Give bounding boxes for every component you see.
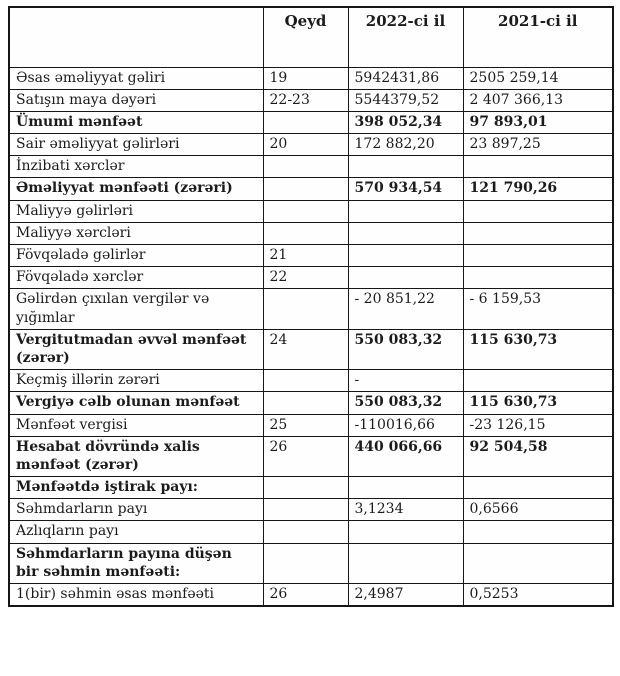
table-row [9, 477, 613, 499]
table-row [9, 200, 613, 222]
qeyd-cell [263, 499, 348, 521]
value-2021-cell [463, 245, 613, 267]
qeyd-cell: 22-23 [263, 89, 348, 111]
table-body [9, 67, 613, 606]
table-row [9, 329, 613, 369]
value-2022-cell: 172 882,20 [348, 134, 463, 156]
value-2021-cell [463, 477, 613, 499]
value-2022-cell [348, 245, 463, 267]
qeyd-cell: 22 [263, 267, 348, 289]
value-2022-cell [348, 156, 463, 178]
row-label: Əsas əməliyyat gəliri [9, 67, 263, 89]
qeyd-cell [263, 178, 348, 200]
value-2021-cell [463, 370, 613, 392]
value-2022-cell [348, 477, 463, 499]
qeyd-cell: 25 [263, 414, 348, 436]
qeyd-cell: 26 [263, 584, 348, 607]
table-row [9, 436, 613, 476]
table-row [9, 521, 613, 543]
value-2021-cell: 97 893,01 [463, 111, 613, 133]
value-2022-cell: 5942431,86 [348, 67, 463, 89]
value-2022-cell [348, 267, 463, 289]
financial-statement-table [8, 6, 614, 607]
header-qeyd: Qeyd [263, 7, 348, 67]
table-row [9, 543, 613, 583]
value-2022-cell: -110016,66 [348, 414, 463, 436]
header-row [9, 7, 613, 67]
qeyd-cell [263, 477, 348, 499]
table-row [9, 392, 613, 414]
qeyd-cell [263, 521, 348, 543]
header-2021: 2021-ci il [463, 7, 613, 67]
value-2021-cell: 0,5253 [463, 584, 613, 607]
row-label: Satışın maya dəyəri [9, 89, 263, 111]
row-label: Fövqəladə gəlirlər [9, 245, 263, 267]
qeyd-cell [263, 289, 348, 329]
value-2022-cell: 550 083,32 [348, 392, 463, 414]
row-label: Sair əməliyyat gəlirləri [9, 134, 263, 156]
row-label: Keçmiş illərin zərəri [9, 370, 263, 392]
row-label: Hesabat dövründə xalis mənfəət (zərər) [9, 436, 263, 476]
row-label: Fövqəladə xərclər [9, 267, 263, 289]
qeyd-cell [263, 222, 348, 244]
value-2022-cell: 3,1234 [348, 499, 463, 521]
row-label: İnzibati xərclər [9, 156, 263, 178]
value-2021-cell: - 6 159,53 [463, 289, 613, 329]
value-2021-cell [463, 156, 613, 178]
value-2021-cell: 92 504,58 [463, 436, 613, 476]
value-2021-cell: -23 126,15 [463, 414, 613, 436]
table-row [9, 111, 613, 133]
table-row [9, 89, 613, 111]
value-2021-cell: 115 630,73 [463, 329, 613, 369]
header-2022: 2022-ci il [348, 7, 463, 67]
table-row [9, 222, 613, 244]
value-2022-cell: 2,4987 [348, 584, 463, 607]
header-empty [9, 7, 263, 67]
qeyd-cell [263, 543, 348, 583]
value-2021-cell: 2 407 366,13 [463, 89, 613, 111]
qeyd-cell: 20 [263, 134, 348, 156]
value-2022-cell [348, 222, 463, 244]
table-row [9, 584, 613, 607]
table-row [9, 67, 613, 89]
row-label: 1(bir) səhmin əsas mənfəəti [9, 584, 263, 607]
qeyd-cell [263, 370, 348, 392]
value-2022-cell [348, 521, 463, 543]
qeyd-cell: 24 [263, 329, 348, 369]
table-row [9, 414, 613, 436]
row-label: Mənfəətdə iştirak payı: [9, 477, 263, 499]
qeyd-cell: 19 [263, 67, 348, 89]
table-header [9, 7, 613, 67]
qeyd-cell [263, 392, 348, 414]
table-row [9, 245, 613, 267]
value-2022-cell: - 20 851,22 [348, 289, 463, 329]
row-label: Əməliyyat mənfəəti (zərəri) [9, 178, 263, 200]
row-label: Vergitutmadan əvvəl mənfəət (zərər) [9, 329, 263, 369]
row-label: Səhmdarların payı [9, 499, 263, 521]
value-2021-cell: 115 630,73 [463, 392, 613, 414]
value-2022-cell: 440 066,66 [348, 436, 463, 476]
qeyd-cell [263, 156, 348, 178]
value-2022-cell [348, 543, 463, 583]
value-2021-cell: 23 897,25 [463, 134, 613, 156]
value-2022-cell: 5544379,52 [348, 89, 463, 111]
value-2022-cell: 550 083,32 [348, 329, 463, 369]
row-label: Mənfəət vergisi [9, 414, 263, 436]
value-2021-cell: 0,6566 [463, 499, 613, 521]
row-label: Ümumi mənfəət [9, 111, 263, 133]
value-2021-cell [463, 200, 613, 222]
value-2021-cell [463, 543, 613, 583]
value-2021-cell [463, 267, 613, 289]
table-row [9, 499, 613, 521]
qeyd-cell: 21 [263, 245, 348, 267]
qeyd-cell: 26 [263, 436, 348, 476]
row-label: Gəlirdən çıxılan vergilər və yığımlar [9, 289, 263, 329]
row-label: Maliyyə gəlirləri [9, 200, 263, 222]
value-2021-cell [463, 521, 613, 543]
value-2022-cell: 398 052,34 [348, 111, 463, 133]
table-row [9, 370, 613, 392]
table-row [9, 289, 613, 329]
qeyd-cell [263, 111, 348, 133]
value-2021-cell [463, 222, 613, 244]
value-2022-cell: - [348, 370, 463, 392]
value-2021-cell: 2505 259,14 [463, 67, 613, 89]
value-2022-cell: 570 934,54 [348, 178, 463, 200]
row-label: Maliyyə xərcləri [9, 222, 263, 244]
table-row [9, 156, 613, 178]
row-label: Vergiyə cəlb olunan mənfəət [9, 392, 263, 414]
value-2021-cell: 121 790,26 [463, 178, 613, 200]
table-row [9, 178, 613, 200]
row-label: Səhmdarların payına düşən bir səhmin mənfəəti: [9, 543, 263, 583]
qeyd-cell [263, 200, 348, 222]
table-row [9, 267, 613, 289]
row-label: Azlıqların payı [9, 521, 263, 543]
table-row [9, 134, 613, 156]
value-2022-cell [348, 200, 463, 222]
